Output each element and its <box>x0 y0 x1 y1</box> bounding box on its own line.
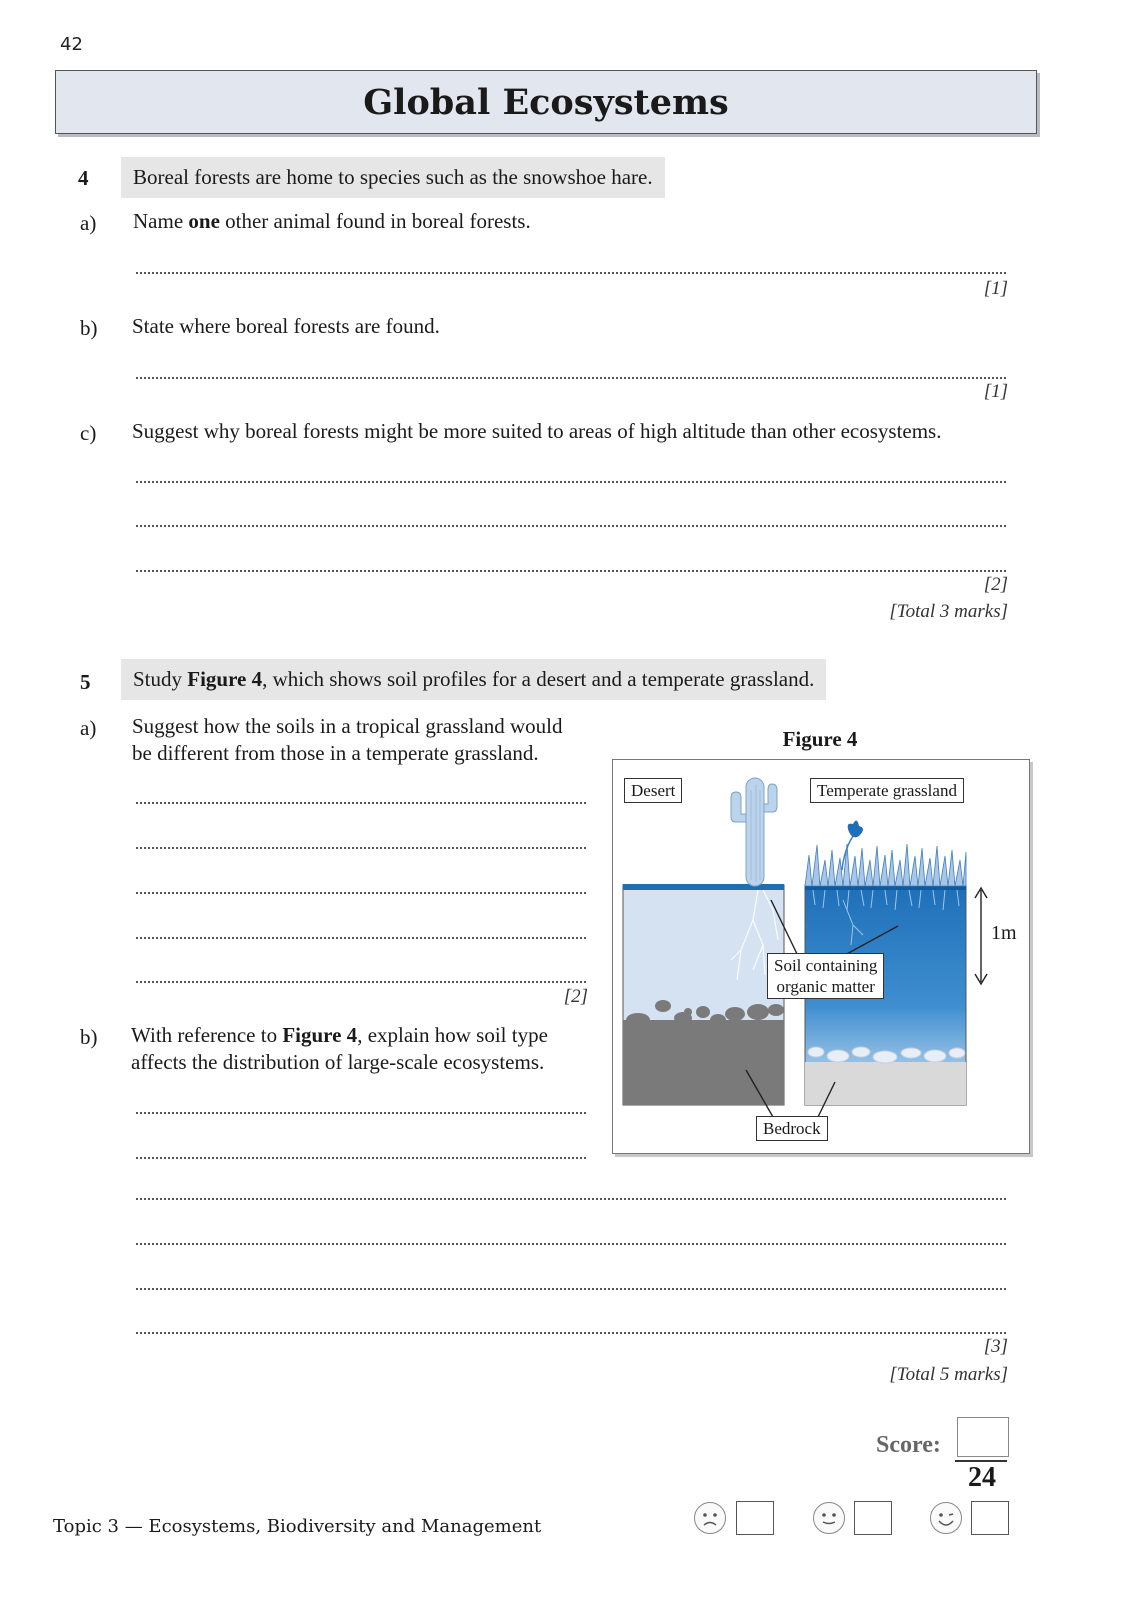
q5a-mark: [2] <box>563 986 588 1007</box>
q4c-mark: [2] <box>983 574 1008 595</box>
q4b-text: State where boreal forests are found. <box>132 314 440 338</box>
page-number: 42 <box>60 34 83 55</box>
q4b-label: b) <box>80 316 98 340</box>
q4a-label: a) <box>80 211 97 235</box>
sad-face-checkbox[interactable] <box>736 1501 774 1535</box>
q5b-answer-line-5[interactable] <box>136 1288 1006 1290</box>
q4b-mark: [1] <box>983 381 1008 402</box>
q4c-text: Suggest why boreal forests might be more suited to areas of high altitude than other ecosystems. <box>132 419 942 443</box>
q5a-label: a) <box>80 716 97 740</box>
q5a-text: Suggest how the soils in a tropical grassland would be different from those in a temperate grassland. <box>132 714 563 765</box>
q4-total-marks: [Total 3 marks] <box>889 601 1008 622</box>
footer-topic: Topic 3 — Ecosystems, Biodiversity and Management <box>53 1516 542 1537</box>
q4c-answer-line-3[interactable] <box>136 570 1006 572</box>
question-4-stem: Boreal forests are home to species such as the snowshoe hare. <box>121 157 665 198</box>
q5b-answer-line-6[interactable] <box>136 1332 1006 1334</box>
question-4-number: 4 <box>78 166 89 190</box>
grass-icon <box>805 844 966 886</box>
sad-face-icon <box>694 1502 726 1534</box>
q5b-label: b) <box>80 1025 98 1049</box>
q5b-mark: [3] <box>983 1336 1008 1357</box>
score-input-box[interactable] <box>957 1417 1009 1457</box>
figure-4-soil-profiles <box>612 759 1030 1154</box>
scale-arrow <box>975 888 987 984</box>
title-banner <box>55 70 1037 134</box>
question-5-number: 5 <box>80 670 91 694</box>
q4a-mark: [1] <box>983 278 1008 299</box>
figure-title: Figure 4 <box>782 727 858 751</box>
question-5-stem: Study Figure 4, which shows soil profiles for a desert and a temperate grassland. <box>121 659 826 700</box>
bedrock-label: Bedrock <box>756 1116 828 1141</box>
q4c-answer-line-2[interactable] <box>136 525 1006 527</box>
q5a-answer-line-4[interactable] <box>136 937 586 939</box>
q5b-text: With reference to Figure 4, explain how soil type affects the distribution of large-scale ecosystems. <box>131 1023 548 1074</box>
page-title: Global Ecosystems <box>363 81 729 123</box>
neutral-face-checkbox[interactable] <box>854 1501 892 1535</box>
q5a-answer-line-1[interactable] <box>136 802 586 804</box>
happy-face-icon <box>930 1502 962 1534</box>
soil-organic-matter-label: Soil containing organic matter <box>767 953 884 999</box>
q5a-answer-line-2[interactable] <box>136 847 586 849</box>
score-total: 24 <box>968 1462 996 1493</box>
q4b-answer-line[interactable] <box>136 377 1006 379</box>
q5b-answer-line-1[interactable] <box>136 1112 586 1114</box>
score-label: Score: <box>876 1432 941 1458</box>
temperate-grassland-label: Temperate grassland <box>810 778 964 803</box>
q4a-answer-line[interactable] <box>136 272 1006 274</box>
cactus-icon <box>731 778 777 886</box>
q4a-text: Name one other animal found in boreal forests. <box>133 209 531 233</box>
desert-label: Desert <box>624 778 682 803</box>
q5b-answer-line-2[interactable] <box>136 1157 586 1159</box>
desert-soil-column <box>623 884 784 1105</box>
q5b-answer-line-3[interactable] <box>136 1198 1006 1200</box>
q5b-answer-line-4[interactable] <box>136 1243 1006 1245</box>
q4c-label: c) <box>80 421 97 445</box>
neutral-face-icon <box>813 1502 845 1534</box>
q5a-answer-line-5[interactable] <box>136 981 586 983</box>
q4c-answer-line-1[interactable] <box>136 481 1006 483</box>
happy-face-checkbox[interactable] <box>971 1501 1009 1535</box>
scale-label: 1m <box>991 922 1017 944</box>
q5a-answer-line-3[interactable] <box>136 892 586 894</box>
q5-total-marks: [Total 5 marks] <box>889 1364 1008 1385</box>
